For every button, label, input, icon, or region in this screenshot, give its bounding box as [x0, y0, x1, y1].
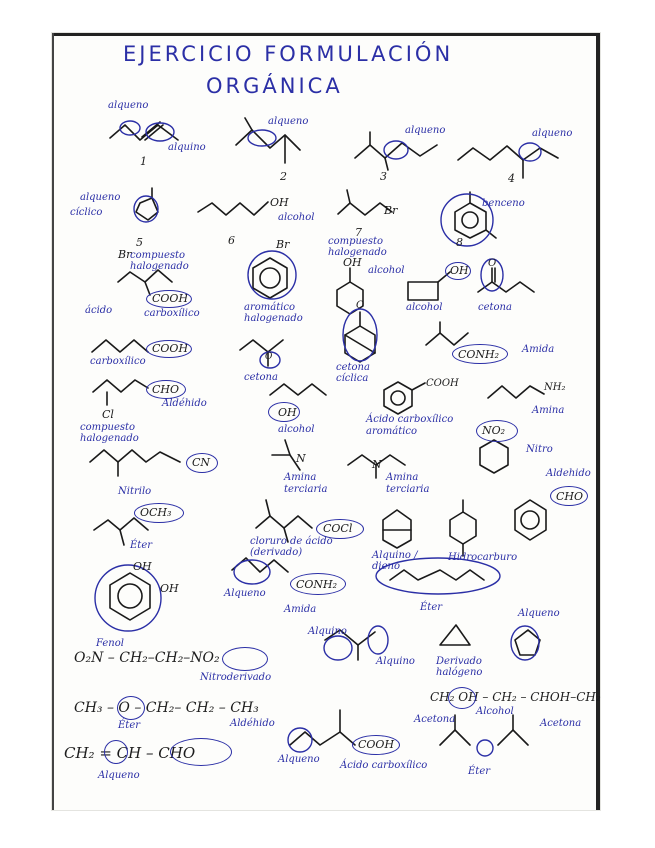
label-amida: Amida [522, 344, 555, 355]
cn-circle [186, 453, 218, 473]
structure-number-2: 2 [280, 170, 287, 183]
structure-number-6: 6 [228, 234, 235, 247]
label-alqueno-ciclico: alqueno [80, 192, 121, 203]
page-title: EJERCICIO FORMULACIÓN [123, 42, 454, 66]
label-alquino-dieno: Alquino / dieno [372, 550, 418, 572]
group-oh-alcohol4: OH [278, 406, 297, 419]
group-oh-hex: OH [343, 256, 362, 269]
cho-circle-2 [550, 486, 588, 506]
label-nitro: Nitro [526, 444, 553, 455]
label-alqueno-8: Alqueno [278, 754, 320, 765]
label-eter-3: Éter [118, 720, 141, 731]
label-amina-terciaria-2: Amina terciaria [386, 472, 430, 495]
label-alqueno-2: alqueno [268, 116, 309, 127]
cooh-circle-3 [352, 735, 400, 755]
group-cooh-1: COOH [152, 292, 189, 305]
group-cooh-last: COOH [358, 738, 395, 751]
no2-circle [476, 420, 518, 442]
label-nitrilo: Nitrilo [118, 486, 152, 497]
group-o-ketone-2: O [265, 352, 273, 362]
label-alqueno-5: Alqueno [224, 588, 266, 599]
structure-number-5: 5 [136, 236, 143, 249]
group-cooh-aromatic: COOH [426, 378, 459, 389]
group-cocl: COCl [323, 522, 353, 535]
cooh-circle-2 [146, 340, 192, 358]
label-acetona-2: Acetona [540, 718, 582, 729]
och3-circle [134, 503, 184, 523]
label-alcohol-square: alcohol [406, 302, 443, 313]
label-nitroderivado: Nitroderivado [200, 672, 272, 683]
group-n-1: N [296, 452, 306, 465]
label-aromatico-halogenado: aromático halogenado [244, 302, 303, 324]
conh2-circle-2 [290, 573, 346, 595]
label-carboxilico-2: carboxílico [90, 356, 146, 367]
group-och3: OCH₃ [140, 506, 172, 519]
label-cloruro-acido: cloruro de ácido (derivado) [250, 536, 333, 558]
label-alqueno-4: alqueno [532, 128, 573, 139]
label-eter: Éter [130, 540, 153, 551]
label-aldehido: Aldéhido [162, 398, 207, 409]
label-acetona: Acetona [414, 714, 456, 725]
label-ciclico: cíclico [70, 207, 103, 218]
group-oh-fenol-1: OH [133, 560, 152, 573]
oh-circle-2 [268, 402, 300, 422]
label-eter-2: Éter [420, 602, 443, 613]
label-alquino-3: Alquino [376, 656, 415, 667]
structure-number-3: 3 [380, 170, 387, 183]
label-acido-carboxilico-aromatico: Ácido carboxílico aromático [366, 414, 454, 437]
group-br-aromatic: Br [276, 238, 290, 251]
formula-nitro: O₂N – CH₂–CH₂–NO₂ [74, 650, 220, 666]
label-benceno: benceno [482, 198, 525, 209]
label-compuesto-halogenado-cl: compuesto halogenado [80, 422, 139, 444]
group-n-2: N [372, 458, 382, 471]
label-alcohol-hex: alcohol [368, 265, 405, 276]
label-aldehido-3: Aldéhido [230, 718, 275, 729]
conh2-circle [452, 344, 508, 364]
group-oh-6: OH [270, 196, 289, 209]
structure-number-7: 7 [355, 226, 362, 239]
label-cetona-2: cetona [244, 372, 278, 383]
label-alcohol-4: alcohol [278, 424, 315, 435]
oh-circle-3 [448, 687, 476, 709]
group-br-row3: Br [118, 248, 132, 261]
cho-circle [146, 380, 186, 399]
group-conh2: CONH₂ [458, 348, 500, 361]
group-cho-2: CHO [556, 490, 584, 503]
oh-circle [445, 262, 471, 280]
label-alqueno-3: alqueno [405, 125, 446, 136]
structure-number-1: 1 [140, 155, 147, 168]
label-alcohol-6: alcohol [278, 212, 315, 223]
label-compuesto-halogenado-row3: compuesto halogenado [130, 250, 189, 272]
group-oh-square: OH [450, 264, 469, 277]
group-conh2-2: CONH₂ [296, 578, 338, 591]
group-cho: CHO [152, 383, 180, 396]
label-derivado-halogeno: Derivado halógeno [436, 656, 483, 678]
label-alcohol-5: Alcohol [476, 706, 514, 717]
o-circle [117, 696, 145, 720]
label-amina: Amina [532, 405, 565, 416]
label-alqueno-6: Alqueno [518, 608, 560, 619]
label-eter-4: Éter [468, 766, 491, 777]
label-fenol: Fenol [96, 638, 124, 649]
page-subtitle: ORGÁNICA [206, 74, 343, 98]
label-cetona-ciclica: cetona cíclica [336, 362, 370, 384]
no2-circle-2 [222, 647, 268, 671]
structure-number-8: 8 [456, 236, 463, 249]
group-br-7: Br [384, 204, 398, 217]
structure-number-4: 4 [508, 172, 515, 185]
group-o-ketone: O [488, 258, 497, 269]
formula-aldehido: CH₂ = CH – CHO [64, 744, 196, 762]
label-acido: ácido [85, 305, 113, 316]
double-bond-circle [104, 740, 128, 764]
group-nh2: NH₂ [544, 382, 566, 393]
label-amida-2: Amida [284, 604, 317, 615]
formula-alcohol: CH₂ OH – CH₂ – CHOH–CH₂ [430, 690, 601, 704]
label-cetona: cetona [478, 302, 512, 313]
label-compuesto-halogenado-7: compuesto halogenado [328, 236, 387, 258]
group-cl: Cl [102, 408, 114, 421]
alqueno-circle [120, 121, 140, 135]
group-cooh-2: COOH [152, 342, 189, 355]
group-cn: CN [192, 456, 211, 469]
cho-circle-3 [170, 738, 232, 766]
label-carboxilico: carboxílico [144, 308, 200, 319]
label-alquino-2: Alquino [308, 626, 347, 637]
label-hidrocarburo: Hidrocarburo [448, 552, 518, 563]
label-alqueno-1: alqueno [108, 100, 149, 111]
label-aldehido-2: Aldehido [546, 468, 591, 479]
label-alquino-1: alquino [168, 142, 206, 153]
formula-eter: CH₃ – O – CH₂– CH₂ – CH₃ [74, 700, 259, 716]
label-amina-terciaria-1: Amina terciaria [284, 472, 328, 495]
group-o-ring: O [356, 300, 365, 311]
cooh-circle [146, 290, 192, 308]
label-acido-carboxilico-2: Ácido carboxílico [340, 760, 428, 771]
group-oh-fenol-2: OH [160, 582, 179, 595]
label-alqueno-7: Alqueno [98, 770, 140, 781]
group-no2: NO₂ [482, 424, 506, 437]
